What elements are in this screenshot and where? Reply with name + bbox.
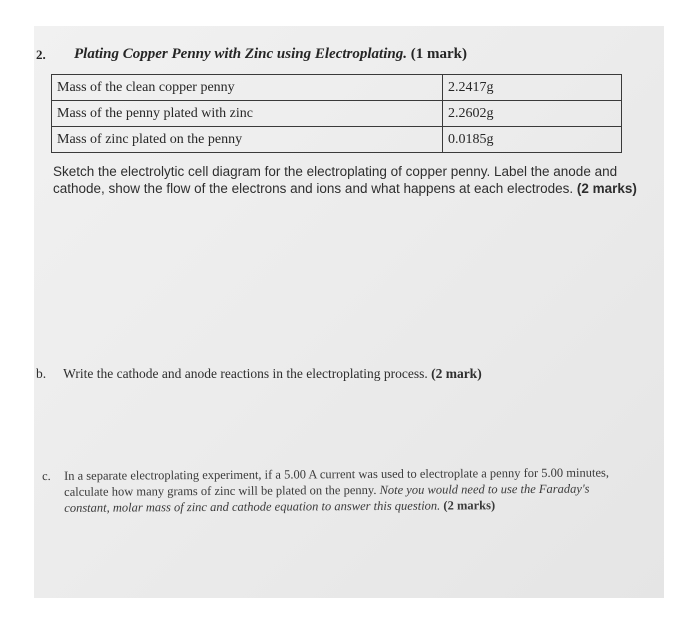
- table-cell-value: 2.2602g: [443, 101, 622, 127]
- part-a-text: Sketch the electrolytic cell diagram for the electroplating of copper penny. Label the anode and cathode, show the flow of the electrons and ions and what happens at each electrodes.: [53, 164, 618, 196]
- part-b-text: Write the cathode and anode reactions in the electroplating process.: [63, 366, 428, 381]
- table-cell-value: 0.0185g: [443, 127, 622, 153]
- part-b-letter: b.: [36, 366, 47, 381]
- question-number: 2.: [36, 47, 46, 62]
- part-c-prompt: [42, 464, 632, 516]
- part-a-marks: (2 marks): [576, 181, 637, 196]
- question-title: [74, 46, 467, 63]
- table-cell-label: Mass of zinc plated on the penny: [52, 127, 443, 153]
- part-c-note: Note you would need to use the Faraday's constant, molar mass of zinc and cathode equation to answer this question.: [64, 481, 590, 515]
- table-cell-label: Mass of the penny plated with zinc: [52, 101, 443, 127]
- table-row: [52, 75, 622, 101]
- mass-table: [51, 74, 622, 153]
- table-row: [52, 127, 622, 153]
- part-a-prompt: [53, 163, 648, 197]
- part-c-text: In a separate electroplating experiment, if a 5.00 A current was used to electroplate a penny for 5.00 minutes, calculate how many grams of zinc will be plated on the penny.: [64, 465, 610, 499]
- part-b-marks: (2 mark): [431, 366, 482, 381]
- question-title-marks: (1 mark): [410, 46, 467, 62]
- question-title-text: Plating Copper Penny with Zinc using Electroplating.: [74, 46, 407, 62]
- table-row: [52, 101, 622, 127]
- table-cell-value: 2.2417g: [443, 75, 622, 101]
- part-c-body: [64, 464, 632, 515]
- part-b-prompt: [36, 366, 482, 382]
- part-c-letter: c.: [42, 468, 51, 483]
- table-cell-label: Mass of the clean copper penny: [52, 75, 443, 101]
- part-c-marks: (2 marks): [443, 498, 496, 513]
